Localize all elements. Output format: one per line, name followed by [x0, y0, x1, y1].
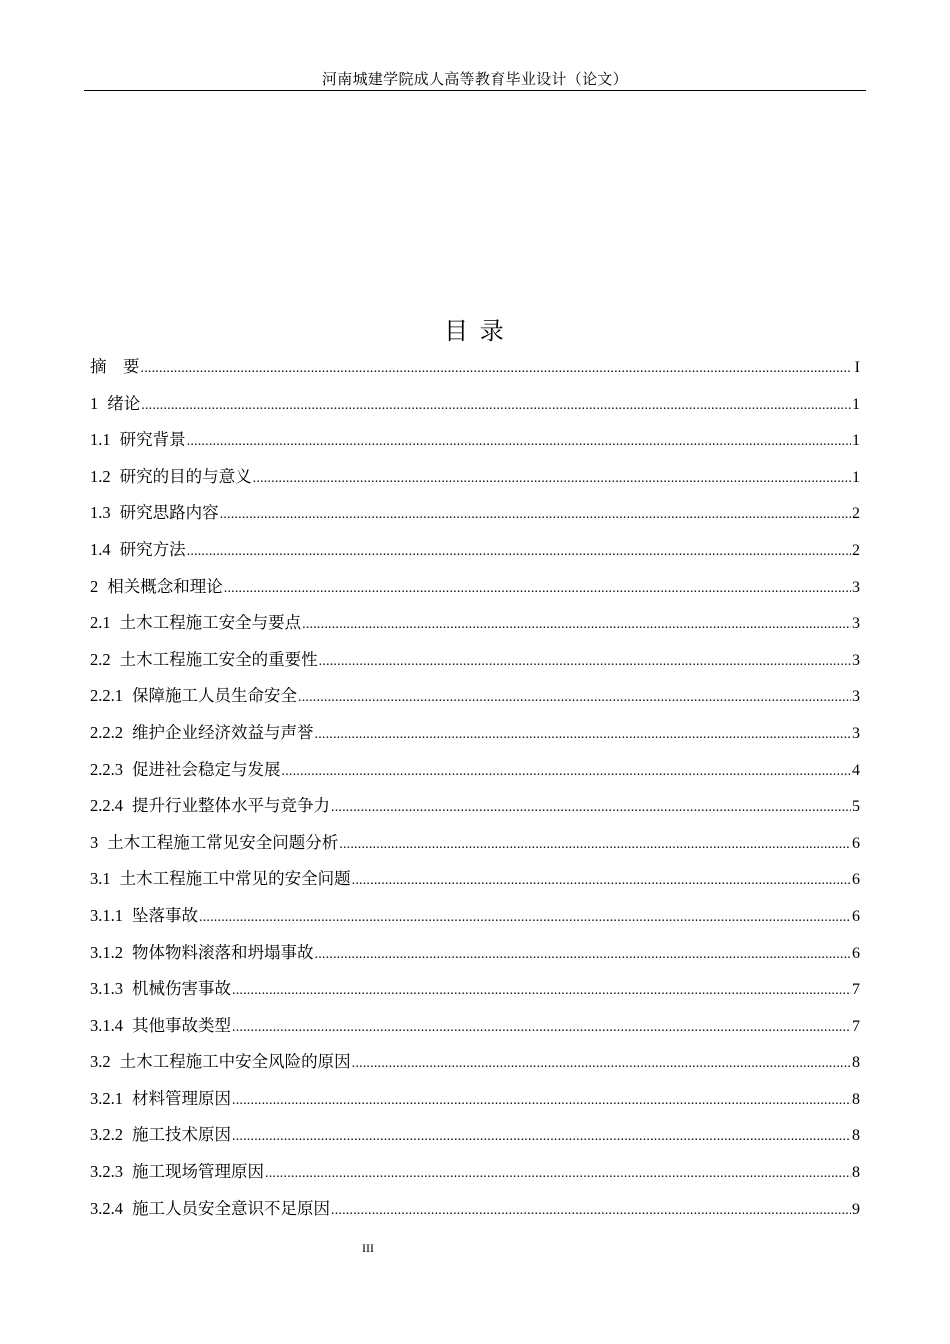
toc-leader-dots: [282, 754, 852, 791]
toc-entry-page: 3: [852, 578, 860, 596]
toc-entry-text: 施工现场管理原因: [132, 1162, 264, 1182]
toc-entry-text: 维护企业经济效益与声誉: [132, 722, 314, 742]
toc-entry-page: 6: [852, 944, 860, 962]
toc-entry-page: 3: [852, 615, 860, 633]
toc-entry-number: 3.2: [90, 1052, 111, 1072]
toc-entry-page: 1: [852, 395, 860, 413]
toc-entry-number: 2.2: [90, 649, 111, 669]
page-header: 河南城建学院成人高等教育毕业设计（论文）: [84, 68, 866, 91]
toc-entry-text: 促进社会稳定与发展: [132, 759, 281, 779]
toc-entry-text: 机械伤害事故: [132, 979, 231, 999]
toc-entry[interactable]: [90, 495, 860, 532]
toc-entry-page: 8: [852, 1127, 860, 1145]
toc-entry[interactable]: [90, 642, 860, 679]
toc-entry[interactable]: [90, 788, 860, 825]
toc-title: 目 录: [444, 317, 506, 345]
toc-entry-number: 2.2.2: [90, 722, 123, 742]
toc-entry-text: 研究的目的与意义: [119, 466, 252, 486]
toc-entry[interactable]: [90, 1117, 860, 1154]
toc-entry-page: 4: [852, 761, 860, 779]
toc-entry-page: 3: [852, 688, 860, 706]
toc-entry-number: 1.1: [90, 430, 111, 450]
toc-entry-page: 7: [852, 1017, 860, 1035]
toc-entry-page: 3: [852, 651, 860, 669]
toc-entry-number: 2.2.3: [90, 759, 123, 779]
toc-entry[interactable]: [90, 971, 860, 1008]
toc-entry-number: 3.1.4: [90, 1015, 123, 1035]
toc-entry-text: 施工人员安全意识不足原因: [132, 1198, 330, 1218]
toc-leader-dots: [302, 607, 851, 644]
toc-entry-number: 2.1: [90, 613, 111, 633]
toc-entry-page: 6: [852, 834, 860, 852]
toc-leader-dots: [141, 388, 851, 425]
toc-entry[interactable]: [90, 349, 860, 386]
toc-entry-text: 绪论: [107, 393, 141, 413]
toc-leader-dots: [232, 1083, 851, 1120]
toc-entry-text: 相关概念和理论: [107, 576, 223, 596]
toc-leader-dots: [232, 973, 851, 1010]
toc-entry-text: 研究思路内容: [119, 503, 219, 523]
toc-entry-text: 土木工程施工中常见的安全问题: [119, 869, 351, 889]
toc-entry[interactable]: [90, 1154, 860, 1191]
toc-entry[interactable]: [90, 1008, 860, 1045]
toc-entry-text: 其他事故类型: [132, 1015, 231, 1035]
toc-entry-text: 土木工程施工中安全风险的原因: [119, 1052, 351, 1072]
toc-leader-dots: [298, 680, 851, 717]
toc-entry-text: 坠落事故: [132, 905, 198, 925]
toc-leader-dots: [232, 1010, 851, 1047]
toc-entry[interactable]: [90, 422, 860, 459]
toc-entry-number: 3: [90, 832, 99, 852]
toc-entry-page: 6: [852, 907, 860, 925]
toc-leader-dots: [187, 534, 851, 571]
toc-entry-page: 9: [852, 1200, 860, 1218]
toc-entry-text: 研究方法: [119, 539, 186, 559]
toc-entry-page: 8: [852, 1054, 860, 1072]
table-of-contents: [90, 349, 860, 1227]
toc-entry-text: 提升行业整体水平与竞争力: [132, 796, 330, 816]
toc-entry-text: 保障施工人员生命安全: [132, 686, 297, 706]
toc-entry-page: 8: [852, 1090, 860, 1108]
toc-entry-page: 3: [852, 724, 860, 742]
toc-entry-page: 2: [852, 541, 860, 559]
toc-entry-number: 2.2.1: [90, 686, 123, 706]
toc-entry-number: 3.2.4: [90, 1198, 123, 1218]
toc-entry-number: 3.1: [90, 869, 111, 889]
toc-entry-text: 研究背景: [119, 430, 186, 450]
toc-entry[interactable]: [90, 715, 860, 752]
toc-entry-page: 5: [852, 798, 860, 816]
toc-entry-page: 8: [852, 1164, 860, 1182]
toc-leader-dots: [265, 1156, 851, 1193]
toc-entry[interactable]: [90, 1191, 860, 1228]
toc-entry-number: 1: [90, 393, 99, 413]
toc-leader-dots: [319, 644, 851, 681]
toc-entry-page: 1: [852, 432, 860, 450]
toc-leader-dots: [220, 497, 851, 534]
toc-entry-number: 1.3: [90, 503, 111, 523]
toc-entry-page: 6: [852, 871, 860, 889]
toc-entry-page: 2: [852, 505, 860, 523]
page-number: III: [362, 1241, 374, 1255]
toc-entry-number: 3.2.2: [90, 1125, 123, 1145]
toc-entry-number: 3.1.3: [90, 979, 123, 999]
toc-leader-dots: [199, 900, 851, 937]
toc-entry-number: 2.2.4: [90, 796, 123, 816]
toc-entry-number: 1.4: [90, 539, 111, 559]
toc-entry[interactable]: [90, 569, 860, 606]
toc-leader-dots: [141, 351, 852, 388]
toc-entry[interactable]: [90, 1081, 860, 1118]
toc-entry[interactable]: [90, 386, 860, 423]
toc-leader-dots: [187, 424, 851, 461]
toc-entry[interactable]: [90, 459, 860, 496]
toc-entry[interactable]: [90, 678, 860, 715]
toc-entry-page: I: [854, 359, 860, 376]
toc-entry[interactable]: [90, 825, 860, 862]
toc-entry-text: 摘 要: [90, 357, 140, 376]
toc-leader-dots: [253, 461, 851, 498]
toc-entry-number: 3.1.2: [90, 942, 123, 962]
toc-entry-number: 1.2: [90, 466, 111, 486]
toc-entry-text: 土木工程施工安全的重要性: [119, 649, 318, 669]
toc-entry[interactable]: [90, 605, 860, 642]
toc-entry[interactable]: [90, 1044, 860, 1081]
toc-entry-page: 7: [852, 981, 860, 999]
toc-entry-text: 施工技术原因: [132, 1125, 231, 1145]
toc-entry[interactable]: [90, 898, 860, 935]
toc-entry-number: 3.2.3: [90, 1162, 123, 1182]
toc-entry-text: 土木工程施工常见安全问题分析: [107, 832, 339, 852]
toc-leader-dots: [224, 571, 851, 608]
toc-entry[interactable]: [90, 532, 860, 569]
toc-entry[interactable]: [90, 752, 860, 789]
toc-leader-dots: [315, 937, 852, 974]
toc-leader-dots: [232, 1119, 851, 1156]
toc-leader-dots: [339, 827, 851, 864]
toc-entry-text: 材料管理原因: [132, 1088, 231, 1108]
toc-leader-dots: [352, 1046, 851, 1083]
toc-leader-dots: [331, 1193, 851, 1230]
toc-leader-dots: [315, 717, 852, 754]
toc-leader-dots: [352, 863, 851, 900]
toc-entry[interactable]: [90, 861, 860, 898]
toc-entry-number: 3.1.1: [90, 905, 123, 925]
toc-entry-text: 物体物料滚落和坍塌事故: [132, 942, 314, 962]
toc-entry[interactable]: [90, 935, 860, 972]
toc-entry-number: 3.2.1: [90, 1088, 123, 1108]
toc-entry-number: 2: [90, 576, 99, 596]
toc-leader-dots: [331, 790, 851, 827]
toc-entry-page: 1: [852, 468, 860, 486]
toc-entry-text: 土木工程施工安全与要点: [119, 613, 302, 633]
